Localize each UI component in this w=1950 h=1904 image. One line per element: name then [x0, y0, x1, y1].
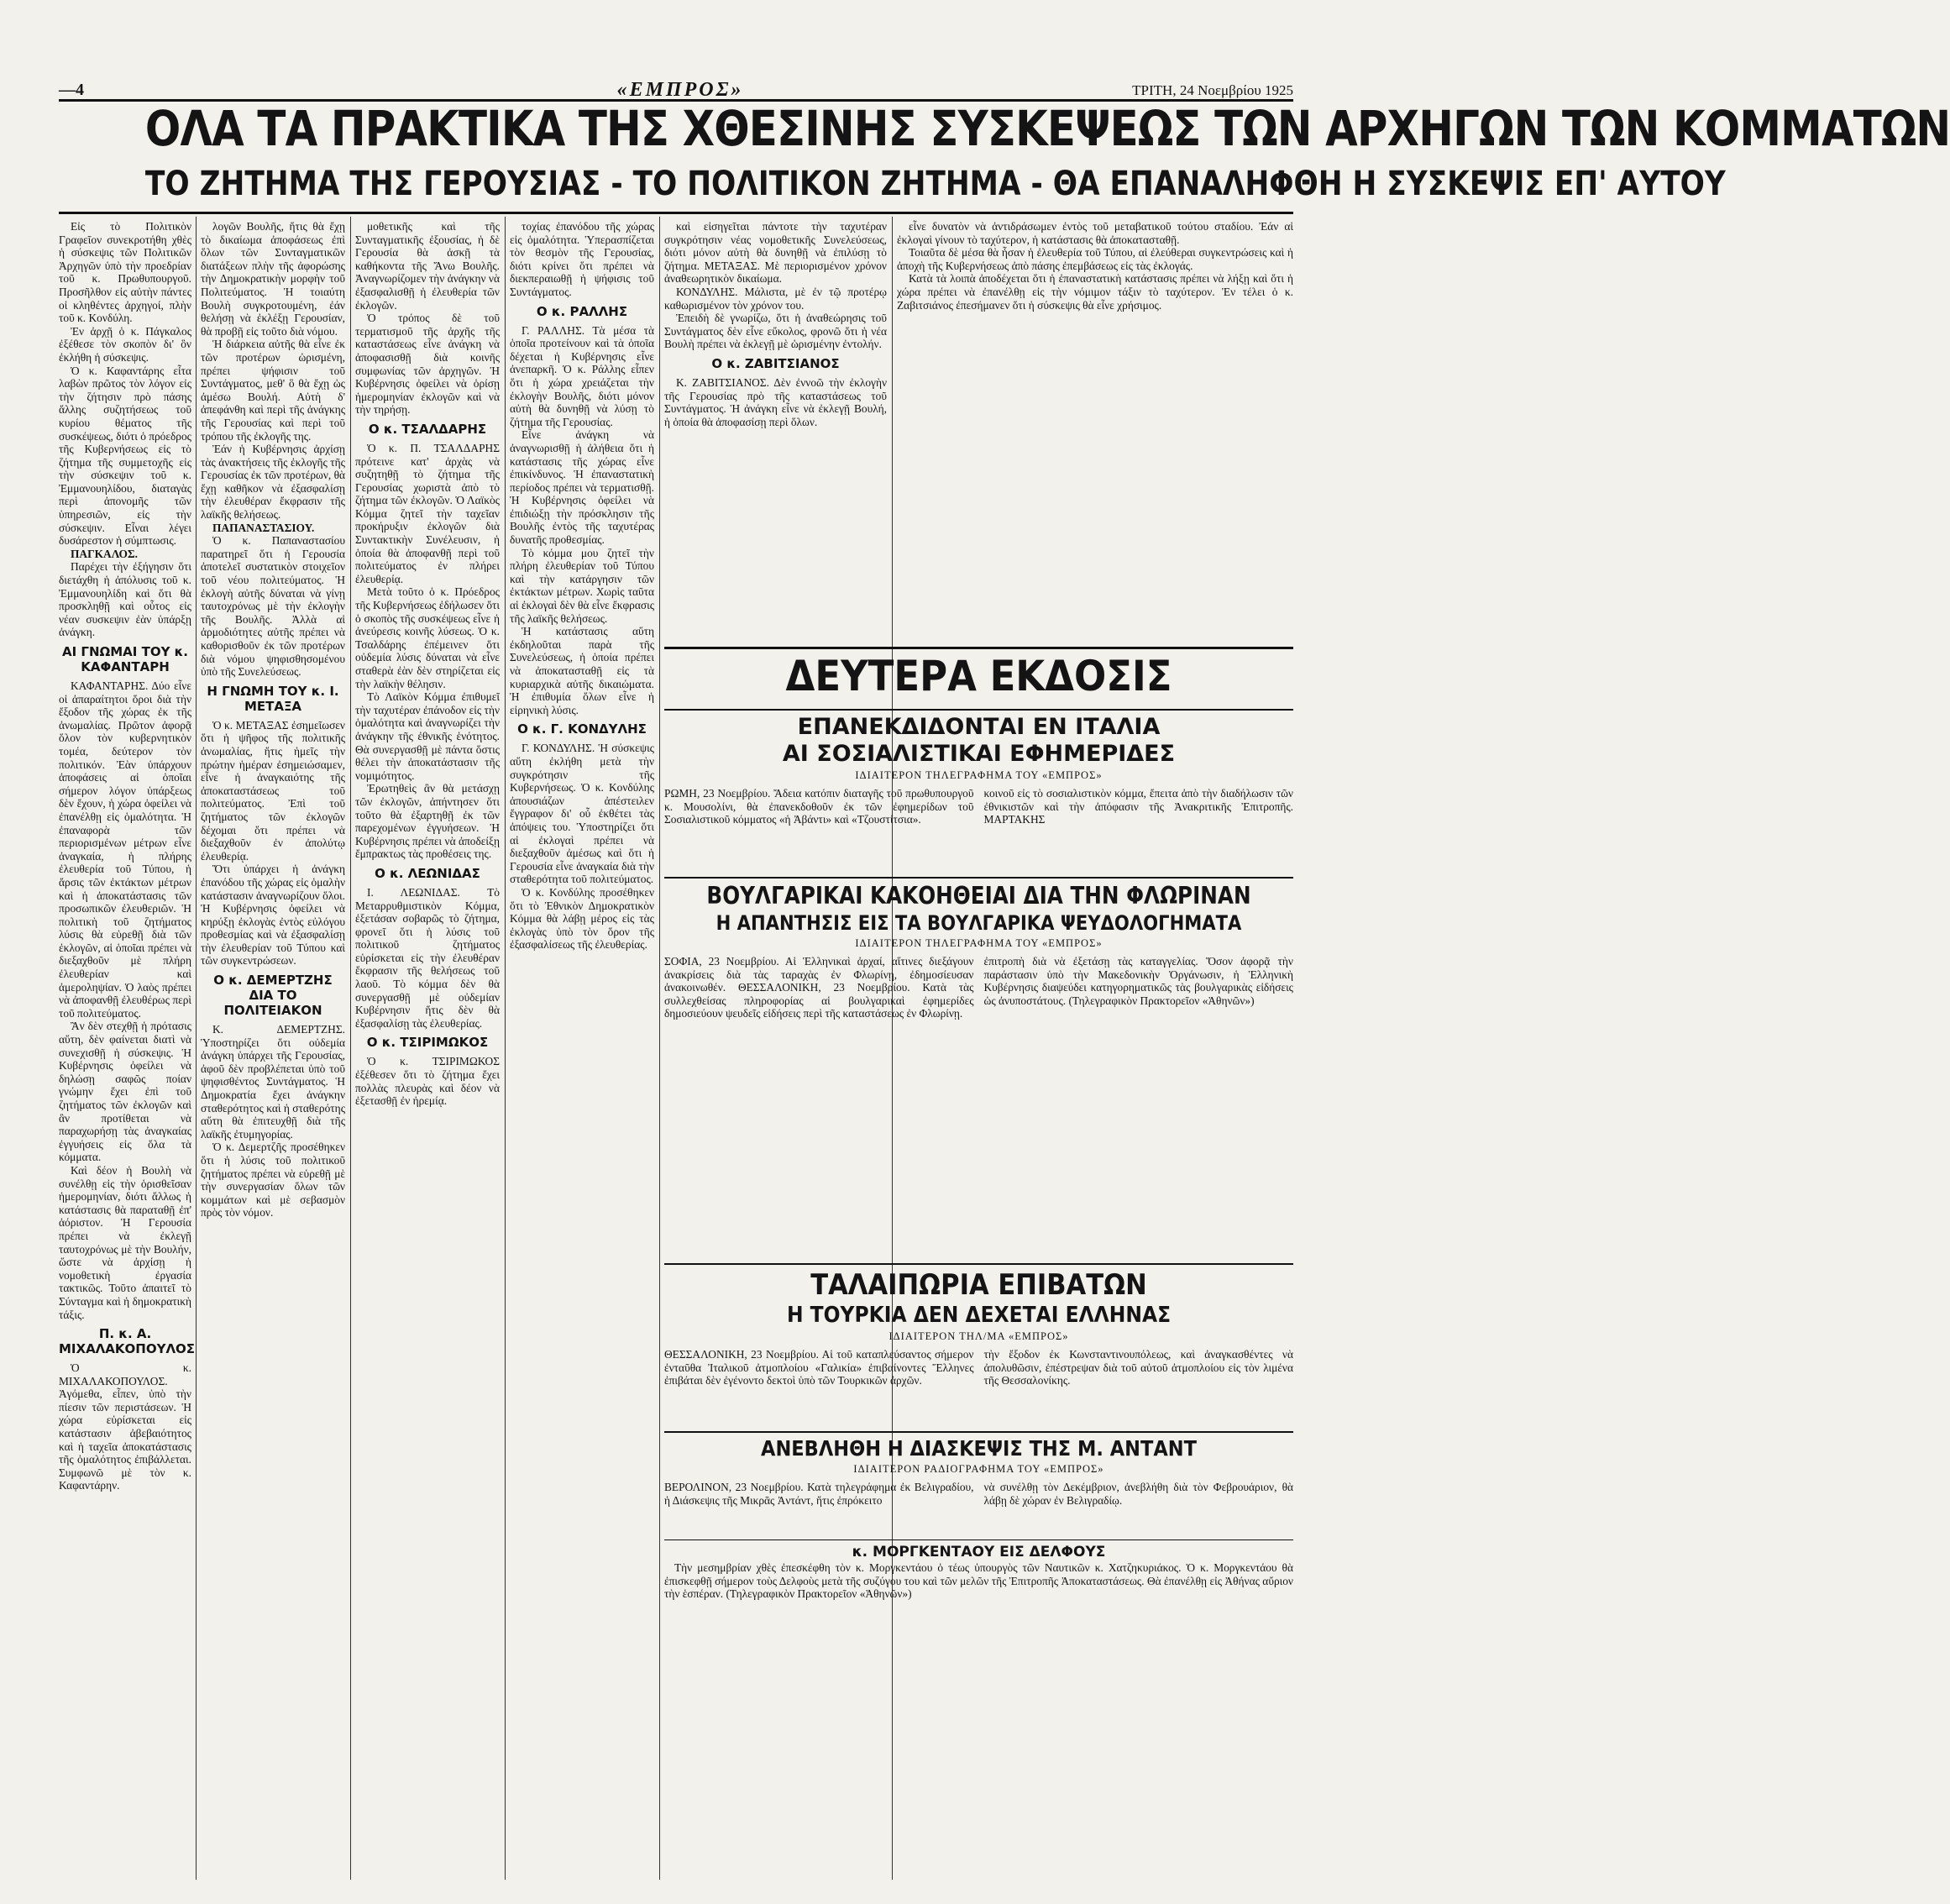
- column-divider: [196, 217, 197, 1880]
- paragraph: καὶ εἰσηγεῖται πάντοτε τὴν ταχυτέραν συγκρότησιν νέας νομοθετικῆς Συνελεύσεως, διότι μόνον αὐτὴ θὰ δυνηθῇ νὰ ἐπιλύσῃ τὸ ζήτημα. ΜΕΤΑΞΑΣ. Μὲ περιορισμένον χρόνον ἀναθεωρητικὸν δικαίωμα.: [664, 220, 887, 286]
- paragraph: Ὁ κ. Παπαναστασίου παρατηρεῖ ὅτι ἡ Γερουσία ἀποτελεῖ συστατικὸν στοιχεῖον τοῦ νέου πολιτεύματος. Ἡ ἐκλογὴ αὐτῆς δύναται νὰ γίνῃ ταυτοχρόνως μὲ τὴν ἐκλογὴν τῆς Βουλῆς. Ἀλλὰ αἱ ἀρμοδιότητες αὐτῆς πρέπει νὰ καθορισθοῦν ἐκ τῶν προτέρων διὰ νόμου ψηφισθησομένου ὑπὸ τῆς Συνελεύσεως.: [201, 534, 345, 679]
- paragraph: Κατὰ τὰ λοιπὰ ἀποδέχεται ὅτι ἡ ἐπαναστατικὴ κατάστασις πρέπει νὰ λήξῃ καὶ ὅτι ἡ χώρα πρέπει νὰ ἐπανέλθῃ εἰς τὴν νόμιμον τάξιν τὸ ταχύτερον. Ἐν τέλει ὁ κ. Ζαβιτσιάνος ἐπεσήμανεν ὅτι ἡ σύσκεψις θὰ εἶνε χρήσιμος.: [897, 272, 1293, 312]
- sub-headline: ΤΟ ΖΗΤΗΜΑ ΤΗΣ ΓΕΡΟΥΣΙΑΣ - ΤΟ ΠΟΛΙΤΙΚΟΝ ΖΗΤΗΜΑ - ΘΑ ΕΠΑΝΑΛΗΦΘΗ Η ΣΥΣΚΕΨΙΣ ΕΠ' ΑΥΤΟΥ: [144, 165, 1726, 203]
- paragraph: μοθετικῆς καὶ τῆς Συνταγματικῆς ἐξουσίας, ἡ δὲ Γερουσία θὰ ἀσκῇ τὰ καθήκοντα τῆς Ἄνω Βουλῆς. Ἀναγνωρίζομεν τὴν ἀνάγκην νὰ ἐξασφαλισθῇ ἡ ἐλευθερία τῶν ἐκλογῶν.: [355, 220, 500, 312]
- paragraph: Παρέχει τὴν ἐξήγησιν ὅτι διετάχθη ἡ ἀπόλυσις τοῦ κ. Ἐμμανουηλίδη καὶ ὅτι θὰ προσκληθῇ καὶ οὗτος εἰς νέαν συσκεψιν ἐὰν ὑπάρξῃ ἀνάγκη.: [59, 560, 191, 639]
- article-column-3: [355, 220, 500, 1875]
- paragraph: Τὸ Λαϊκὸν Κόμμα ἐπιθυμεῖ τὴν ταχυτέραν ἐπάνοδον εἰς τὴν ὁμαλότητα καὶ ἀναγνωρίζει τὴν ἀνάγκην τῆς ἐθνικῆς ἑνότητος. Θὰ συνεργασθῇ μὲ πάντα ὅστις θέλει τὴν ἀποκατάστασιν τῆς νομιμότητος.: [355, 690, 500, 782]
- paragraph: Ἂν δὲν στεχθῇ ἡ πρότασις αὕτη, δὲν φαίνεται διατὶ νὰ συνεχισθῇ ἡ σύσκεψις. Ἡ Κυβέρνησις ὀφείλει νὰ δηλώσῃ σαφῶς ποίαν γνώμην ἔχει ἐπὶ τοῦ ζητήματος τῶν ἐκλογῶν καὶ ἂν προτίθεται νὰ παραχωρήσῃ τὰς ἀναγκαίας ἐγγυήσεις εἰς ὅλα τὰ κόμματα.: [59, 1020, 191, 1164]
- paragraph: Ὁ κ. Δεμερτζῆς προσέθηκεν ὅτι ἡ λύσις τοῦ πολιτικοῦ ζητήματος πρέπει νὰ εὑρεθῇ μὲ τὴν συνεργασίαν ὅλων τῶν κομμάτων καὶ μὲ σεβασμὸν πρὸς τὸν νόμον.: [201, 1141, 345, 1220]
- article-column-2: [201, 220, 345, 1875]
- paragraph: Ἐπειδὴ δὲ γνωρίζω, ὅτι ἡ ἀναθεώρησις τοῦ Συντάγματος δὲν εἶνε εὔκολος, φρονῶ ὅτι ἡ νέα Βουλὴ πρέπει νὰ ἐκλεγῇ μὲ ὡρισμένην ἐντολήν.: [664, 312, 887, 351]
- paragraph: ΚΟΝΔΥΛΗΣ. Μάλιστα, μὲ ἐν τῷ προτέρῳ καθωρισμένον τὸν χρόνον του.: [664, 285, 887, 312]
- section-heading: Η ΓΝΩΜΗ ΤΟΥ κ. Ι. ΜΕΤΑΞΑ: [207, 683, 339, 714]
- paragraph: Ἐν ἀρχῇ ὁ κ. Πάγκαλος ἐξέθεσε τὸν σκοπὸν δι' ὃν ἐκλήθη ἡ σύσκεψις.: [59, 324, 191, 364]
- antant-headline: ΑΝΕΒΛΗΘΗ Η ΔΙΑΣΚΕΨΙΣ ΤΗΣ Μ. ΑΝΤΑΝΤ: [761, 1436, 1197, 1461]
- section-heading: Ο κ. ΤΣΑΛΔΑΡΗΣ: [368, 421, 487, 437]
- paper-name: «ΕΜΠΡΟΣ»: [616, 79, 744, 101]
- section-heading: Ο κ. Γ. ΚΟΝΔΥΛΗΣ: [517, 721, 647, 737]
- paragraph: Ἡ διάρκεια αὐτῆς θὰ εἶνε ἐκ τῶν προτέρων ὡρισμένη, πρέπει ψήφισιν τοῦ Συντάγματος, μεθ' ὃ θὰ ἔχῃ ὡς ἀμέσω Βουλή. Αὐτὴ δ' ἀπεφάνθη καὶ περὶ τῆς ἀνάγκης τῆς Γερουσίας καὶ περὶ τοῦ τρόπου τῆς ἐκλογῆς της.: [201, 338, 345, 443]
- wire-source: ΙΔΙΑΙΤΕΡΟΝ ΡΑΔΙΟΓΡΑΦΗΜΑ ΤΟΥ «ΕΜΠΡΟΣ»: [853, 1463, 1104, 1475]
- speaker-name: ΠΑΠΑΝΑΣΤΑΣΙΟΥ.: [212, 521, 315, 534]
- morgenthau-headline: κ. ΜΟΡΓΚΕΝΤΑΟΥ ΕΙΣ ΔΕΛΦΟΥΣ: [852, 1544, 1106, 1560]
- wire-source: ΙΔΙΑΙΤΕΡΟΝ ΤΗΛΕΓΡΑΦΗΜΑ ΤΟΥ «ΕΜΠΡΟΣ»: [855, 937, 1103, 949]
- wire-source: ΙΔΙΑΙΤΕΡΟΝ ΤΗΛΕΓΡΑΦΗΜΑ ΤΟΥ «ΕΜΠΡΟΣ»: [855, 769, 1103, 781]
- section-heading: Π. κ. Α. ΜΙΧΑΛΑΚΟΠΟΥΛΟΣ: [59, 1326, 196, 1357]
- travellers-article: [664, 1260, 1293, 1387]
- paragraph: Ι. ΛΕΩΝΙΔΑΣ. Τὸ Μεταρρυθμιστικὸν Κόμμα, ἐξετάσαν σοβαρῶς τὸ ζήτημα, φρονεῖ ὅτι ἡ λύσις τοῦ πολιτικοῦ ζητήματος εὑρίσκεται εἰς τὴν ἐλευθέραν ἔκφρασιν τῆς θελήσεως τοῦ λαοῦ. Τὸ κόμμα δὲν θὰ συνεργασθῇ μὲ οὐδεμίαν Κυβέρνησιν ἥτις δὲν θὰ ἐξασφαλίσῃ τὰς ἐλευθερίας.: [355, 885, 500, 1030]
- bulgaria-article: [664, 873, 1293, 1020]
- paragraph: Ἐρωτηθεὶς ἂν θὰ μετάσχῃ τῶν ἐκλογῶν, ἀπήντησεν ὅτι τοῦτο θὰ ἐξαρτηθῇ ἐκ τῶν παρεχομένων ἐγγυήσεων. Ἡ Κυβέρνησις πρέπει νὰ ἀποδείξῃ ἔμπρακτως τὰς προθέσεις της.: [355, 782, 500, 861]
- paragraph: Καὶ δέον ἡ Βουλὴ νὰ συνέλθῃ εἰς τὴν ὁρισθεῖσαν ἡμερομηνίαν, διότι ἄλλως ἡ κατάστασις θὰ παραταθῇ ἐπ' ἀόριστον. Ἡ Γερουσία πρέπει νὰ ἐκλεγῇ ταυτοχρόνως μὲ τὴν Βουλήν, ὥστε νὰ ἀρχίσῃ ἡ νομοθετικὴ ἐργασία τακτικῶς. Τοῦτο ἀπαιτεῖ τὸ Σύνταγμα καὶ ἡ δημοκρατικὴ τάξις.: [59, 1163, 191, 1321]
- article-text: ΒΕΡΟΛΙΝΟΝ, 23 Νοεμβρίου. Κατὰ τηλεγράφημα ἐκ Βελιγραδίου, ἡ Διάσκεψις τῆς Μικρᾶς Ἀντάντ, ἥτις ἐπρόκειτο: [664, 1481, 974, 1507]
- paragraph: Ἐάν ἡ Κυβέρνησις ἀρχίσῃ τὰς ἀνακτήσεις τῆς ἐκλογῆς τῆς Γερουσίας ἐκ τῶν προτέρων, θὰ ἔχῃ καθῆκον νὰ ἐξασφαλίσῃ τὴν ἐλευθέραν ἔκφρασιν τῆς λαϊκῆς θελήσεως.: [201, 443, 345, 522]
- paragraph: Ὁ κ. ΜΕΤΑΞΑΣ ἐσημεῖωσεν ὅτι ἡ ψῆφος τῆς πολιτικῆς ἀνωμαλίας, ἥτις ἡμεῖς τὴν πρώτην ἡμέραν ἐσημειώσαμεν, εἶνε ἡ ἀναγκαιότης τῆς ἀποκαταστάσεως τοῦ πολιτεύματος. Ἐπὶ τοῦ ζητήματος τῶν ἐκλογῶν δέχομαι ὅτι πρέπει νὰ διεξαχθοῦν ἐν ἀπολύτῳ ἐλευθερίᾳ.: [201, 718, 345, 863]
- paragraph: Γ. ΚΟΝΔΥΛΗΣ. Ἡ σύσκεψις αὕτη ἐκλήθη μετὰ τὴν συγκρότησιν τῆς Κυβερνήσεως. Ὁ κ. Κονδύλης ἀπουσιάζων ἀπέστειλεν ἔγγραφον δι' οὗ ἐκθέτει τὰς ἀπόψεις του. Ὑποστηρίζει ὅτι αἱ ἐκλογαὶ πρέπει νὰ διεξαχθοῦν ἀμέσως καὶ ὅτι ἡ Γερουσία εἶνε ἀναγκαία διὰ τὴν σταθερότητα τοῦ πολιτεύματος.: [510, 742, 654, 886]
- section-heading: ΑΙ ΓΝΩΜΑΙ ΤΟΥ κ. ΚΑΦΑΝΤΑΡΗ: [61, 644, 189, 674]
- section-heading: Ο κ. ΤΣΙΡΙΜΩΚΟΣ: [366, 1035, 489, 1051]
- paragraph: ΚΑΦΑΝΤΑΡΗΣ. Δύο εἶνε οἱ ἀπαραίτητοι ὅροι διὰ τὴν ἔξοδον τῆς χώρας ἐκ τῆς ἀνωμαλίας. Πρῶτον ἀφορᾷ ὅλον τὸν κυβερνητικὸν τομέα, δεύτερον τὸν πολιτικόν. Ἐὰν ὑπάρχουν ἀποφάσεις αἱ ὁποῖαι σήμερον λόγον ὑπάρξεως δὲν ἔχουν, ἡ χώρα ὀφείλει νὰ ἐπανέλθῃ εἰς ὁμαλότητα. Ἡ ἐπαναφορὰ τῶν περιορισμένων μέτρων εἶνε ἀναγκαία, ἡ πλήρης ἐλευθερία τοῦ Τύπου, ἡ ἄρσις τῶν ἐκτάκτων μέτρων καὶ ἡ ἀποκατάστασις τῶν προσωπικῶν ἐλευθεριῶν. Ἡ πολιτικὴ τοῦ ζητήματος λύσις θὰ εὑρεθῇ διὰ τῶν ἐκλογῶν, αἱ ὁποῖαι πρέπει νὰ διεξαχθοῦν μὲ πλήρη ἐλευθερίαν καὶ ἀμεροληψίαν. Ὁ λαὸς πρέπει νὰ ἀποφανθῇ ἐλευθέρως περὶ τοῦ πολιτεύματος.: [59, 679, 191, 1020]
- paragraph: Ὁ κ. Κονδύλης προσέθηκεν ὅτι τὸ Ἐθνικὸν Δημοκρατικὸν Κόμμα θὰ λάβῃ μέρος εἰς τὰς ἐκλογὰς ὑπὸ τὸν ὅρον τῆς ἐξασφαλίσεως τῆς ἐλευθερίας.: [510, 885, 654, 952]
- masthead: [59, 81, 1293, 101]
- antant-article: [664, 1428, 1293, 1507]
- article-column-5: [664, 220, 887, 640]
- second-edition-rule: [664, 647, 1293, 649]
- article-text: ΡΩΜΗ, 23 Νοεμβρίου. Ἄδεια κατόπιν διαταγῆς τοῦ πρωθυπουργοῦ κ. Μουσολίνι, θὰ ἐπανεκδοθοῦν ἐκ τῶν ἐφημερίδων τοῦ Σοσιαλιστικοῦ κόμματος «ἡ Ἀβάντι» καὶ «Τζουστίτσια».: [664, 787, 974, 826]
- paragraph: Μετὰ τοῦτο ὁ κ. Πρόεδρος τῆς Κυβερνήσεως ἐδήλωσεν ὅτι ὁ σκοπὸς τῆς συσκέψεως εἶνε ἡ ἀνεύρεσις κοινῆς λύσεως. Ὁ κ. Τσαλδάρης ἐπέμεινεν ὅτι οὐδεμία λύσις δύναται νὰ εἶνε σταθερὰ ἐὰν δὲν στηρίζεται εἰς τὴν λαϊκὴν θέλησιν.: [355, 585, 500, 690]
- paragraph: Ὅτι ὑπάρχει ἡ ἀνάγκη ἐπανόδου τῆς χώρας εἰς ὁμαλὴν κατάστασιν ἀναγνωρίζουν ὅλοι. Ἡ Κυβέρνησις ὀφείλει νὰ κηρύξῃ ἐκλογὰς ἐντὸς εὐλόγου προθεσμίας καὶ νὰ ἐξασφαλίσῃ τὴν ἐλευθερίαν τοῦ Τύπου καὶ τῶν συγκεντρώσεων.: [201, 863, 345, 968]
- column-divider: [659, 217, 660, 1880]
- section-heading: Ο κ. ΔΕΜΕΡΤΖΗΣ ΔΙΑ ΤΟ ΠΟΛΙΤΕΙΑΚΟΝ: [213, 973, 333, 1019]
- article-column-4: [510, 220, 654, 1875]
- paragraph: Ὁ κ. Π. ΤΣΑΛΔΑΡΗΣ πρότεινε κατ' ἀρχὰς νὰ συζητηθῇ τὸ ζήτημα τῆς Γερουσίας χωριστὰ ἀπὸ τὸ ζήτημα τῶν ἐκλογῶν. Ὁ Λαϊκὸς Κόμμα ζητεῖ τὴν ταχεῖαν προκήρυξιν ἐκλογῶν διὰ Συντακτικὴν Συνέλευσιν, ἡ ὁποία θὰ ἀποφανθῇ περὶ τοῦ πολιτεύματος ἐν πλήρει ἐλευθερίᾳ.: [355, 441, 500, 585]
- italy-subheadline: ΑΙ ΣΟΣΙΑΛΙΣΤΙΚΑΙ ΕΦΗΜΕΡΙΔΕΣ: [782, 741, 1176, 767]
- headline-rule: [59, 212, 1293, 214]
- bulgaria-subheadline: Η ΑΠΑΝΤΗΣΙΣ ΕΙΣ ΤΑ ΒΟΥΛΓΑΡΙΚΑ ΨΕΥΔΟΛΟΓΗΜΑΤΑ: [716, 911, 1242, 935]
- paragraph: εἶνε δυνατὸν νὰ ἀντιδράσωμεν ἐντὸς τοῦ μεταβατικοῦ τούτου σταδίου. Ἐάν αἱ ἐκλογαὶ γίνουν τὸ ταχύτερον, ἡ κατάστασις θὰ ἀποκατασταθῇ.: [897, 220, 1293, 246]
- paragraph: λογῶν Βουλῆς, ἥτις θὰ ἔχῃ τὸ δικαίωμα ἀποφάσεως ἐπὶ ὅλων τῶν Συνταγματικῶν διατάξεων πλὴν τῆς ἀφορώσης τὴν Δημοκρατικὴν μορφὴν τοῦ Πολιτεύματος. Ἡ τοιαύτη Βουλὴ συγκροτουμένη, ἐάν θελήσῃ νὰ ἐκλέξῃ Γερουσίαν, θὰ προβῇ εἰς τοῦτο διὰ νόμου.: [201, 220, 345, 338]
- article-column-1: [59, 220, 196, 1875]
- article-text: ΣΟΦΙΑ, 23 Νοεμβρίου. Αἱ Ἑλληνικαὶ ἀρχαί, αἵτινες διεξάγουν ἀνακρίσεις διὰ τὰς ταραχὰς ἐν Φλωρίνῃ, ἐδημοσίευσαν ἀνακοινωθέν. ΘΕΣΣΑΛΟΝΙΚΗ, 23 Νοεμβρίου. Κατὰ τὰς συλλεχθείσας πληροφορίας αἱ βουλγαρικαὶ ἐφημερίδες δημοσιεύουν ψευδεῖς εἰδήσεις περὶ τῆς καταστάσεως ἐν Φλωρίνῃ.: [664, 955, 974, 1020]
- italy-article: [664, 705, 1293, 826]
- paragraph: Τοιαῦτα δὲ μέσα θὰ ἦσαν ἡ ἐλευθερία τοῦ Τύπου, αἱ ἐλεύθεραι συγκεντρώσεις καὶ ἡ ἀποχὴ τῆς Κυβερνήσεως ἀπὸ πάσης ἐπεμβάσεως εἰς τὰς ἐκλογάς.: [897, 246, 1293, 272]
- article-text: Τὴν μεσημβρίαν χθὲς ἐπεσκέφθη τὸν κ. Μοργκεντάου ὁ τέως ὑπουργὸς τῶν Ναυτικῶν κ. Χατζηκυριάκος. Ὁ κ. Μοργκεντάου θὰ ἐπισκεφθῇ σήμερον τοὺς Δελφοὺς μετὰ τῆς συζύγου του καὶ τῶν μελῶν τῆς Ἐπιτροπῆς Ἀποκαταστάσεως. Θὰ ἐπανέλθῃ εἰς Ἀθήνας αὔριον τὴν ἑσπέραν. (Τηλεγραφικὸν Πρακτορεῖον «Ἀθηνῶν»): [664, 1561, 1293, 1601]
- paragraph: Κ. ΖΑΒΙΤΣΙΑΝΟΣ. Δὲν ἐννοῶ τὴν ἐκλογὴν τῆς Γερουσίας πρὸ τῆς καταστάσεως τοῦ Συντάγματος. Ἡ ἀνάγκη εἶνε νὰ ἐκλεγῇ Βουλή, ἡ ὁποία θὰ ἀποφασίσῃ περὶ ὅλων.: [664, 375, 887, 428]
- paragraph: Γ. ΡΑΛΛΗΣ. Τὰ μέσα τὰ ὁποῖα προτείνουν καὶ τὰ ὁποῖα δέχεται ἡ Κυβέρνησις εἶνε ἀνεπαρκῆ. Ὁ κ. Ράλλης εἶπεν ὅτι ἡ χώρα χρειάζεται τὴν ἐκλογὴν Βουλῆς, διότι μόνον αὐτὴ θὰ δυνηθῇ νὰ λύσῃ τὸ ζήτημα τῆς Γερουσίας.: [510, 323, 654, 428]
- travellers-headline: ΤΑΛΑΙΠΩΡΙΑ ΕΠΙΒΑΤΩΝ: [810, 1268, 1147, 1302]
- article-column-6: [897, 220, 1293, 640]
- article-text: τὴν ἔξοδον ἐκ Κωνσταντινουπόλεως, καὶ ἀναγκασθέντες νὰ ἀπολυθῶσιν, ἐπέστρεψαν διὰ τοῦ αὐτοῦ ἀτμοπλοίου εἰς τὸν λιμένα τῆς Θεσσαλονίκης.: [983, 1348, 1293, 1387]
- paragraph: Τὸ κόμμα μου ζητεῖ τὴν πλήρη ἐλευθερίαν τοῦ Τύπου καὶ τὴν κατάργησιν τῶν ἐκτάκτων μέτρων. Χωρὶς ταῦτα αἱ ἐκλογαὶ δὲν θὰ εἶνε ἔκφρασις τῆς λαϊκῆς θελήσεως.: [510, 546, 654, 625]
- paragraph: Κ. ΔΕΜΕΡΤΖΗΣ. Ὑποστηρίζει ὅτι οὐδεμία ἀνάγκη ὑπάρχει τῆς Γερουσίας, ἀφοῦ δὲν προβλέπεται ὑπὸ τοῦ ψηφισθέντος Συντάγματος. Ἡ Δημοκρατία ἔχει ἀνάγκην σταθερότητος καὶ ἡ σταθερότης αὕτη θὰ ἐπιτευχθῇ διὰ τῆς λαϊκῆς ἐτυμηγορίας.: [201, 1023, 345, 1141]
- column-divider: [505, 217, 506, 1880]
- paragraph: Ὁ κ. ΤΣΙΡΙΜΩΚΟΣ ἐξέθεσεν ὅτι τὸ ζήτημα ἔχει πολλὰς πλευρὰς καὶ δέον νὰ ἐξετασθῇ ἐν ἠρεμίᾳ.: [355, 1055, 500, 1108]
- section-heading: Ο κ. ΡΑΛΛΗΣ: [536, 303, 628, 319]
- second-edition-title: ΔΕΥΤΕΡΑ ΕΚΔΟΣΙΣ: [785, 652, 1172, 700]
- paragraph: Εἰς τὸ Πολιτικὸν Γραφεῖον συνεκροτήθη χθὲς ἡ σύσκεψις τῶν Πολιτικῶν Ἀρχηγῶν ὑπὸ τὴν προεδρίαν τοῦ κ. Πρωθυπουργοῦ. Προσῆλθον εἰς αὐτὴν πάντες οἱ κληθέντες ἀρχηγοί, πλὴν τοῦ κ. Κονδύλη.: [59, 220, 191, 325]
- paragraph: Ἡ κατάστασις αὕτη ἐκδηλοῦται παρὰ τῆς Συνελεύσεως, ἡ ὁποία πρέπει νὰ ἀποκατασταθῇ εἰς τὰ κυριαρχικὰ αὐτῆς δικαιώματα. Ἡ ἐπιθυμία ὅλων εἶνε ἡ εἰρηνικὴ λύσις.: [510, 625, 654, 716]
- italy-headline: ΕΠΑΝΕΚΔΙΔΟΝΤΑΙ ΕΝ ΙΤΑΛΙΑ: [797, 714, 1161, 740]
- section-heading: Ο κ. ΛΕΩΝΙΔΑΣ: [375, 865, 480, 881]
- article-text: κοινοῦ εἰς τὸ σοσιαλιστικὸν κόμμα, ἔπειτα ἀπὸ τὴν διαδήλωσιν τῶν ἐθνικιστῶν καὶ τὴν ἀπόφασιν τῆς Ἀνακριτικῆς Ἐπιτροπῆς. ΜΑΡΤΑΚΗΣ: [983, 787, 1293, 826]
- main-headline: ΟΛΑ ΤΑ ΠΡΑΚΤΙΚΑ ΤΗΣ ΧΘΕΣΙΝΗΣ ΣΥΣΚΕΨΕΩΣ ΤΩΝ ΑΡΧΗΓΩΝ ΤΩΝ ΚΟΜΜΑΤΩΝ: [144, 100, 1950, 157]
- travellers-subheadline: Η ΤΟΥΡΚΙΑ ΔΕΝ ΔΕΧΕΤΑΙ ΕΛΛΗΝΑΣ: [786, 1303, 1172, 1328]
- paragraph: Εἶνε ἀνάγκη νὰ ἀναγνωρισθῇ ἡ ἀλήθεια ὅτι ἡ κατάστασις τῆς χώρας εἶνε ἐπικίνδυνος. Ἡ ἐπαναστατικὴ περίοδος πρέπει νὰ τερματισθῇ. Ἡ Κυβέρνησις ὀφείλει νὰ ἐπιδιώξῃ τὴν πρόσκλησιν τῆς Βουλῆς ἐντὸς τῆς ταχυτέρας δυνατῆς προθεσμίας.: [510, 428, 654, 547]
- section-heading: Ο κ. ΖΑΒΙΤΣΙΑΝΟΣ: [711, 355, 840, 371]
- paragraph: τοχίας ἐπανόδου τῆς χώρας εἰς ὁμαλότητα. Ὑπερασπίζεται τὸν θεσμὸν τῆς Γερουσίας, διότι κρίνει ὅτι πρέπει νὰ διεκπεραιωθῇ ἡ ψήφισις τοῦ Συντάγματος.: [510, 220, 654, 298]
- paragraph: Ὁ κ. ΜΙΧΑΛΑΚΟΠΟΥΛΟΣ. Ἀγόμεθα, εἶπεν, ὑπὸ τὴν πίεσιν τῶν περιστάσεων. Ἡ χώρα εὑρίσκεται εἰς κατάστασιν ἀβεβαιότητος καὶ ἡ ταχεῖα ἀποκατάστασις τῆς ὁμαλότητος ἐπιβάλλεται. Συμφωνῶ μὲ τὸν κ. Καφαντάρην.: [59, 1361, 191, 1492]
- wire-source: ΙΔΙΑΙΤΕΡΟΝ ΤΗΛ/ΜΑ «ΕΜΠΡΟΣ»: [889, 1330, 1069, 1342]
- page-number: —4: [59, 81, 84, 99]
- article-text: ΘΕΣΣΑΛΟΝΙΚΗ, 23 Νοεμβρίου. Αἱ τοῦ καταπλεύσαντος σήμερον ἐνταῦθα Ἰταλικοῦ ἀτμοπλοίου «Γαλικία» ἐπιβαίνοντες Ἕλληνες ἐπιβάται δὲν ἐγένοντο δεκτοὶ ὑπὸ τῶν Τουρκικῶν ἀρχῶν.: [664, 1348, 974, 1387]
- column-divider: [892, 217, 893, 1880]
- column-divider: [350, 217, 351, 1880]
- paragraph: Ὁ κ. Καφαντάρης εἶτα λαβὼν πρῶτος τὸν λόγον εἰς τὴν ζήτησιν πρὸ πάσης ἄλλης συζητήσεως τοῦ κυρίου θέματος τῆς συσκέψεως, διότι ὁ πρόεδρος τῆς Κυβερνήσεως εἰς τὸ ζήτημα τῆς συμμετοχῆς εἰς τὴν σύσκεψιν τοῦ κ. Ἐμμανουηλίδου, διαταγὰς περὶ ἀπονομῆς τῶν ὑπηρεσιῶν, εἰς τὴν σύσκεψιν. Εἶναι λέγει δυσάρεστον ἡ σύμπτωσις.: [59, 364, 191, 548]
- paragraph: Ὁ τρόπος δὲ τοῦ τερματισμοῦ τῆς ἀρχῆς τῆς καταστάσεως εἶνε ἀνάγκη νὰ ἀποφασισθῇ διὰ κοινῆς συμφωνίας τῶν ἀρχηγῶν. Ἡ Κυβέρνησις ὀφείλει νὰ ὁρίσῃ ἡμερομηνίαν ἐκλογῶν καὶ νὰ τὴν τηρήσῃ.: [355, 312, 500, 417]
- issue-date: ΤΡΙΤΗ, 24 Νοεμβρίου 1925: [1132, 82, 1293, 98]
- article-text: νὰ συνέλθῃ τὸν Δεκέμβριον, ἀνεβλήθη διὰ τὸν Φεβρουάριον, θὰ λάβῃ δὲ χώραν ἐν Βελιγραδίῳ.: [983, 1481, 1293, 1507]
- bulgaria-headline: ΒΟΥΛΓΑΡΙΚΑΙ ΚΑΚΟΗΘΕΙΑΙ ΔΙΑ ΤΗΝ ΦΛΩΡΙΝΑΝ: [706, 882, 1251, 910]
- morgenthau-article: [664, 1537, 1293, 1601]
- speaker-name: ΠΑΓΚΑΛΟΣ.: [71, 547, 139, 560]
- article-text: ἐπιτροπὴ διὰ νὰ ἐξετάσῃ τὰς καταγγελίας. Ὅσον ἀφορᾷ τὴν παράστασιν ὑπὸ τὴν Μακεδονικὴν Ὁργάνωσιν, ἡ Ἑλληνικὴ Κυβέρνησις διαψεύδει κατηγορηματικῶς τὰς βουλγαρικὰς εἰδήσεις ὡς ἀνυποστάτους. (Τηλεγραφικὸν Πρακτορεῖον «Ἀθηνῶν»): [983, 955, 1293, 1007]
